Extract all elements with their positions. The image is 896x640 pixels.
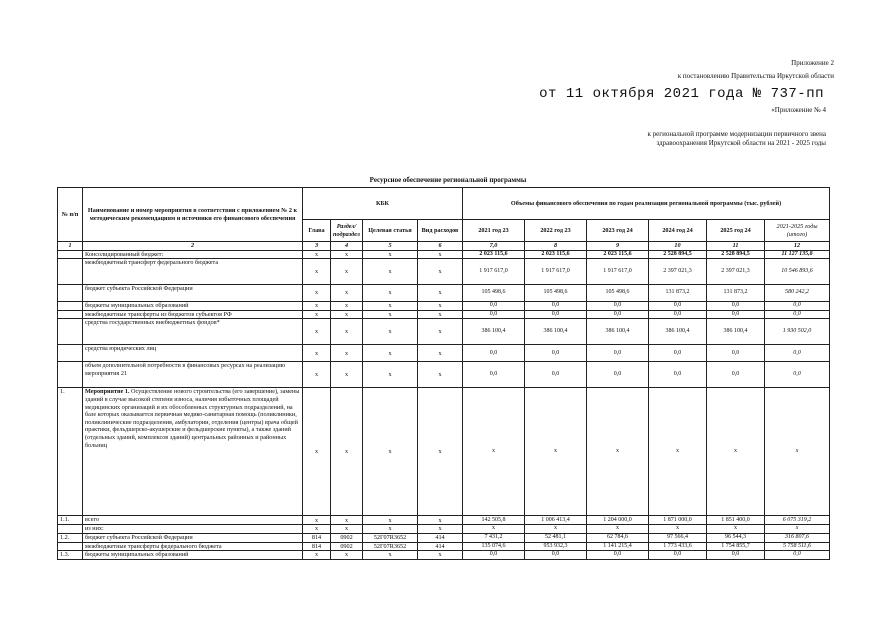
table-cell: 1 851 400,0 xyxy=(707,516,765,525)
index-cell: 10 xyxy=(649,242,707,251)
table-cell: 7 431,2 xyxy=(463,533,525,542)
table-cell: x xyxy=(331,362,363,388)
table-cell: x xyxy=(587,388,649,516)
table-cell: 386 100,4 xyxy=(525,319,587,345)
table-cell: x xyxy=(303,250,331,259)
table-cell: 1 204 000,0 xyxy=(587,516,649,525)
table-cell: 386 100,4 xyxy=(587,319,649,345)
table-cell: x xyxy=(303,388,331,516)
table-cell: 0,0 xyxy=(463,345,525,362)
col-razdel: Раздел/ подраздел xyxy=(331,220,363,242)
col-total: 2021-2025 годы (итого) xyxy=(765,220,830,242)
table-cell: 1 773 433,6 xyxy=(649,542,707,551)
table-cell: из них: xyxy=(83,525,303,534)
table-cell: x xyxy=(418,285,463,302)
table-cell: 414 xyxy=(418,542,463,551)
table-cell: x xyxy=(363,250,418,259)
table-cell: средства государственных внебюджетных фондов* xyxy=(83,319,303,345)
table-cell: 0,0 xyxy=(463,302,525,311)
table-cell xyxy=(58,525,83,534)
table-row xyxy=(58,319,830,345)
table-cell: 580 242,2 xyxy=(765,285,830,302)
table-row xyxy=(58,551,830,560)
table-cell: бюджеты муниципальных образований xyxy=(83,302,303,311)
table-cell: x xyxy=(331,345,363,362)
table-cell xyxy=(58,302,83,311)
table-cell: 386 100,4 xyxy=(463,319,525,345)
table-row xyxy=(58,250,830,259)
table-cell xyxy=(58,362,83,388)
table-cell: x xyxy=(331,551,363,560)
table-cell: бюджет субъекта Российской Федерации xyxy=(83,533,303,542)
table-body xyxy=(58,242,830,560)
table-cell: Консолидированный бюджет: xyxy=(83,250,303,259)
table-cell: x xyxy=(363,345,418,362)
table-cell: 0,0 xyxy=(587,302,649,311)
table-cell: 0,0 xyxy=(649,362,707,388)
table-cell: 0,0 xyxy=(587,310,649,319)
table-cell: 0,0 xyxy=(649,551,707,560)
index-cell: 5 xyxy=(363,242,418,251)
table-cell: x xyxy=(418,302,463,311)
table-row xyxy=(58,525,830,534)
table-cell: 0,0 xyxy=(587,345,649,362)
table-cell: 0,0 xyxy=(587,551,649,560)
table-cell: 5 758 511,6 xyxy=(765,542,830,551)
table-cell: x xyxy=(303,285,331,302)
table-cell: x xyxy=(303,362,331,388)
table-cell: 1 006 413,4 xyxy=(525,516,587,525)
table-cell: 386 100,4 xyxy=(649,319,707,345)
index-row xyxy=(58,242,830,251)
index-cell: 6 xyxy=(418,242,463,251)
table-cell: x xyxy=(331,302,363,311)
program-reference: к региональной программе модернизации первичного звена здравоохранения Иркутской области на 2021 - 2025 годы xyxy=(647,130,826,147)
table-cell: 0,0 xyxy=(765,302,830,311)
table-cell: 52Г07R3652 xyxy=(363,542,418,551)
col-year: 2021 год 23 xyxy=(463,220,525,242)
table-cell: 0,0 xyxy=(525,302,587,311)
col-glava: Глава xyxy=(303,220,331,242)
table-cell xyxy=(58,285,83,302)
table-row xyxy=(58,310,830,319)
index-cell: 4 xyxy=(331,242,363,251)
table-cell: x xyxy=(303,345,331,362)
table-cell: 0,0 xyxy=(463,310,525,319)
table-row xyxy=(58,542,830,551)
col-year: 2024 год 24 xyxy=(649,220,707,242)
table-cell: бюджеты муниципальных образований xyxy=(83,551,303,560)
decree-reference: к постановлению Правительства Иркутской области xyxy=(677,72,834,80)
table-cell: x xyxy=(303,259,331,285)
table-cell: 386 100,4 xyxy=(707,319,765,345)
table-cell: x xyxy=(303,310,331,319)
table-cell: 2 023 115,6 xyxy=(525,250,587,259)
table-cell: объем дополнительной потребности в финансовых ресурсах на реализацию мероприятия 21 xyxy=(83,362,303,388)
col-vid: Вид расходов xyxy=(418,220,463,242)
table-cell: x xyxy=(363,259,418,285)
table-cell: x xyxy=(363,302,418,311)
table-cell: x xyxy=(363,516,418,525)
table-cell: x xyxy=(463,388,525,516)
table-cell: x xyxy=(525,388,587,516)
table-cell: 2 528 894,5 xyxy=(649,250,707,259)
index-cell: 2 xyxy=(83,242,303,251)
table-cell: 0,0 xyxy=(649,302,707,311)
col-kbk: КБК xyxy=(303,188,463,220)
table-cell xyxy=(58,250,83,259)
table-cell: 1 917 617,0 xyxy=(463,259,525,285)
table-cell: 131 873,2 xyxy=(649,285,707,302)
table-cell: 0,0 xyxy=(525,345,587,362)
table-cell: средства юридических лиц xyxy=(83,345,303,362)
table-cell: x xyxy=(363,285,418,302)
table-cell: x xyxy=(303,302,331,311)
table-cell: 0,0 xyxy=(587,362,649,388)
index-cell: 9 xyxy=(587,242,649,251)
annex4-label: «Приложение № 4 xyxy=(771,106,826,114)
table-cell: x xyxy=(418,388,463,516)
table-cell: 1. xyxy=(58,388,83,516)
table-cell: 0,0 xyxy=(765,310,830,319)
table-cell: межбюджетные трансферты из бюджетов субъектов РФ xyxy=(83,310,303,319)
table-cell: 0,0 xyxy=(525,310,587,319)
table-cell: x xyxy=(418,319,463,345)
table-cell: x xyxy=(363,525,418,534)
table-cell: бюджет субъекта Российской Федерации xyxy=(83,285,303,302)
table-cell: x xyxy=(649,388,707,516)
measure-description: Осуществление нового строительства (его завершение), замены зданий в случае высокой степени износа, наличия избыточных площадей медицинских организаций и их обособленных структурных подразделений, на базе которых оказывается первичная медико-санитарная помощь (поликлиники, поликлинические подразделения, амбулатории, отделения (центры) врача общей практики, фельдшерско-акушерские и фельдшерские пункты), а также зданий (отдельных зданий, комплексов зданий) центральных районных и районных больниц xyxy=(85,388,300,449)
document-title: Ресурсное обеспечение региональной программы xyxy=(369,176,527,184)
table-cell xyxy=(58,310,83,319)
table-cell xyxy=(83,388,303,516)
table-cell: x xyxy=(765,525,830,534)
table-cell: 414 xyxy=(418,533,463,542)
table-cell: 1 917 617,0 xyxy=(587,259,649,285)
table-cell: x xyxy=(649,525,707,534)
table-cell: x xyxy=(463,525,525,534)
table-cell: всего xyxy=(83,516,303,525)
table-cell: 1.3. xyxy=(58,551,83,560)
table-cell xyxy=(58,259,83,285)
table-cell: 316 807,6 xyxy=(765,533,830,542)
table-cell: x xyxy=(331,310,363,319)
table-cell: x xyxy=(418,310,463,319)
table-cell: 814 xyxy=(303,542,331,551)
table-cell: 96 544,3 xyxy=(707,533,765,542)
table-cell: 10 546 893,6 xyxy=(765,259,830,285)
table-cell: 52Г07R3652 xyxy=(363,533,418,542)
table-cell: 0,0 xyxy=(765,551,830,560)
table-cell: x xyxy=(707,525,765,534)
col-num: № п/п xyxy=(58,188,83,242)
index-cell: 11 xyxy=(707,242,765,251)
resource-table xyxy=(57,187,830,560)
table-cell: 0902 xyxy=(331,533,363,542)
table-cell: межбюджетный трансферт федерального бюджета xyxy=(83,259,303,285)
table-cell: x xyxy=(418,345,463,362)
table-row xyxy=(58,516,830,525)
table-cell: x xyxy=(363,319,418,345)
table-cell: 0,0 xyxy=(649,310,707,319)
table-cell: 0,0 xyxy=(765,345,830,362)
table-cell: 105 498,6 xyxy=(463,285,525,302)
index-cell: 1 xyxy=(58,242,83,251)
table-cell: 62 784,6 xyxy=(587,533,649,542)
table-row xyxy=(58,362,830,388)
table-cell: 0,0 xyxy=(707,551,765,560)
index-cell: 3 xyxy=(303,242,331,251)
col-volumes: Объемы финансового обеспечения по годам реализации региональной программы (тыс. рублей) xyxy=(463,188,830,220)
table-cell xyxy=(58,345,83,362)
table-cell: x xyxy=(331,259,363,285)
index-cell: 12 xyxy=(765,242,830,251)
col-statya: Целевая статья xyxy=(363,220,418,242)
decree-date-stamp: от 11 октября 2021 года № 737-пп xyxy=(539,86,824,102)
table-cell: x xyxy=(331,319,363,345)
table-cell: x xyxy=(303,551,331,560)
table-cell: 1.2. xyxy=(58,533,83,542)
table-cell: x xyxy=(303,516,331,525)
annex-label: Приложение 2 xyxy=(791,59,834,67)
table-cell: x xyxy=(331,388,363,516)
table-cell: 1 871 000,0 xyxy=(649,516,707,525)
table-cell: 105 498,6 xyxy=(525,285,587,302)
table-row xyxy=(58,533,830,542)
table-row xyxy=(58,259,830,285)
table-cell: x xyxy=(418,551,463,560)
table-cell: 11 127 135,8 xyxy=(765,250,830,259)
table-cell: 0,0 xyxy=(707,310,765,319)
table-cell: x xyxy=(331,516,363,525)
table-cell: x xyxy=(331,285,363,302)
table-cell: 0,0 xyxy=(463,362,525,388)
index-cell: 7,0 xyxy=(463,242,525,251)
table-cell: x xyxy=(525,525,587,534)
table-cell: 52 481,1 xyxy=(525,533,587,542)
table-cell: 2 023 115,6 xyxy=(587,250,649,259)
table-row xyxy=(58,388,830,516)
index-cell: 8 xyxy=(525,242,587,251)
table-cell: x xyxy=(765,388,830,516)
col-name: Наименование и номер мероприятия в соответствии с приложением № 2 к методическим рекомендациям и источники его финансового обеспечения xyxy=(83,188,303,242)
table-cell: 97 566,4 xyxy=(649,533,707,542)
table-cell: 131 873,2 xyxy=(707,285,765,302)
table-cell: x xyxy=(363,362,418,388)
table-cell: 0,0 xyxy=(649,345,707,362)
table-cell: межбюджетные трансферты федерального бюджета xyxy=(83,542,303,551)
table-cell: 0,0 xyxy=(707,362,765,388)
table-row xyxy=(58,345,830,362)
measure-title: Мероприятие 1. xyxy=(85,388,130,396)
table-cell: 2 397 021,3 xyxy=(707,259,765,285)
table-cell: x xyxy=(331,525,363,534)
table-cell: x xyxy=(303,319,331,345)
table-cell: 1.1. xyxy=(58,516,83,525)
table-cell: 0,0 xyxy=(707,302,765,311)
table-cell: 0,0 xyxy=(525,362,587,388)
table-cell: x xyxy=(418,259,463,285)
table-cell: 953 932,3 xyxy=(525,542,587,551)
table-cell: 1 930 502,0 xyxy=(765,319,830,345)
table-cell: 0,0 xyxy=(707,345,765,362)
table-cell: 1 754 855,7 xyxy=(707,542,765,551)
table-cell: x xyxy=(363,551,418,560)
table-cell: x xyxy=(707,388,765,516)
table-cell: x xyxy=(418,525,463,534)
table-cell: 0902 xyxy=(331,542,363,551)
table-cell: x xyxy=(363,388,418,516)
table-cell: 0,0 xyxy=(765,362,830,388)
table-cell: 2 528 894,5 xyxy=(707,250,765,259)
table-cell: x xyxy=(418,516,463,525)
col-year: 2023 год 24 xyxy=(587,220,649,242)
table-cell xyxy=(58,542,83,551)
table-cell: 142 505,8 xyxy=(463,516,525,525)
table-cell: x xyxy=(418,250,463,259)
table-cell: 2 023 115,6 xyxy=(463,250,525,259)
table-cell: 814 xyxy=(303,533,331,542)
col-year: 2025 год 24 xyxy=(707,220,765,242)
table-cell: x xyxy=(418,362,463,388)
table-cell: x xyxy=(303,525,331,534)
table-cell: 1 917 617,0 xyxy=(525,259,587,285)
table-cell: 2 397 021,3 xyxy=(649,259,707,285)
table-cell: 0,0 xyxy=(525,551,587,560)
table-cell: 6 075 319,2 xyxy=(765,516,830,525)
table-cell: 1 141 215,4 xyxy=(587,542,649,551)
table-cell xyxy=(58,319,83,345)
table-row xyxy=(58,302,830,311)
col-year: 2022 год 23 xyxy=(525,220,587,242)
table-cell: x xyxy=(331,250,363,259)
table-cell: 135 074,6 xyxy=(463,542,525,551)
table-cell: 105 498,6 xyxy=(587,285,649,302)
table-cell: x xyxy=(363,310,418,319)
table-cell: 0,0 xyxy=(463,551,525,560)
table-cell: x xyxy=(587,525,649,534)
table-row xyxy=(58,285,830,302)
